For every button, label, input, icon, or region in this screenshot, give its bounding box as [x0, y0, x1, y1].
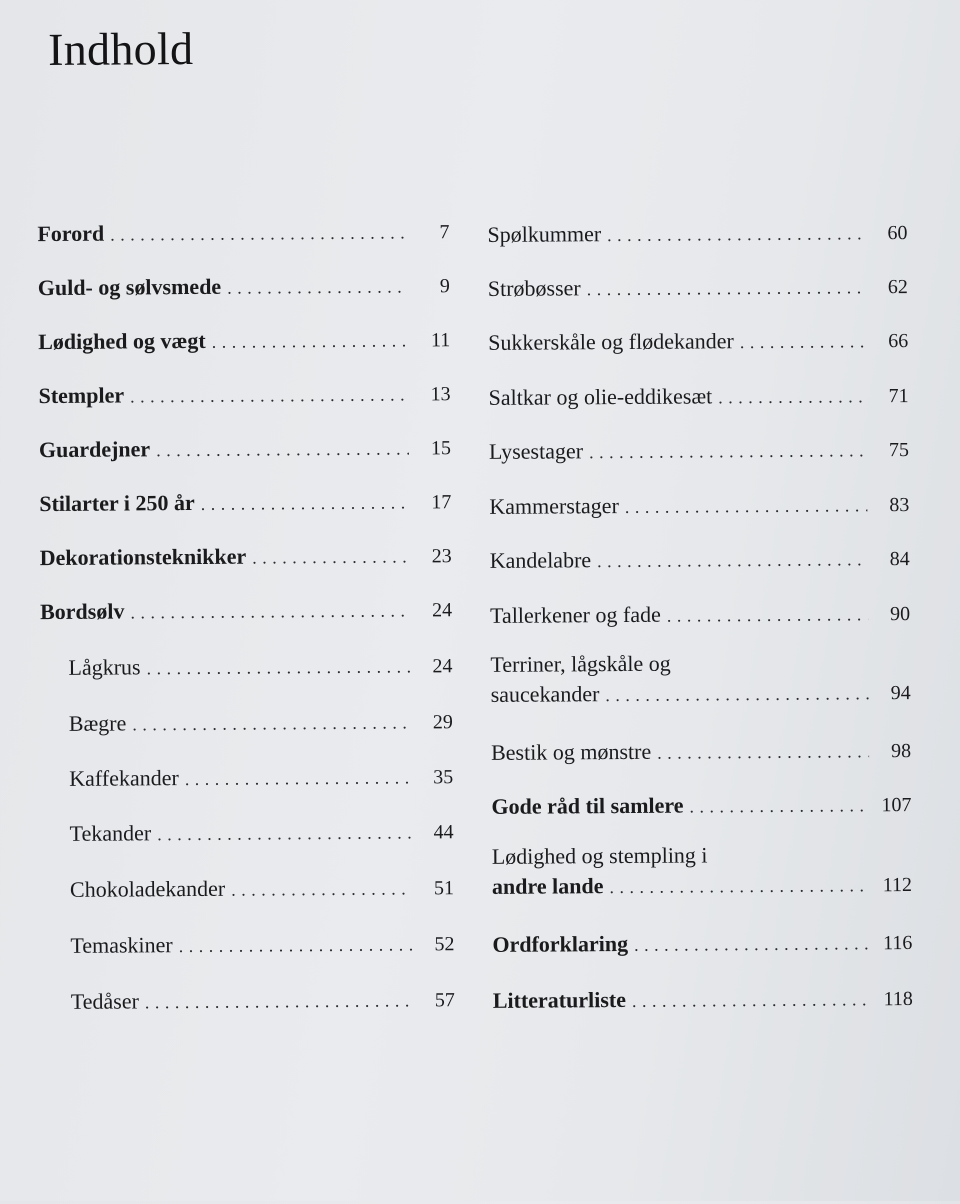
- toc-entry-label: Tallerkener og fade: [490, 601, 661, 628]
- dot-leader: [740, 326, 867, 357]
- toc-entry: [490, 543, 910, 577]
- toc-entry-label: Bordsølv: [39, 598, 125, 625]
- dot-leader: [252, 541, 410, 572]
- toc-entry-page: 51: [433, 877, 455, 900]
- toc-entry-line2: [491, 677, 911, 711]
- dot-leader: [634, 928, 869, 960]
- dot-leader: [146, 651, 410, 683]
- toc-entry: [40, 540, 452, 574]
- toc-entry: [493, 983, 913, 1017]
- dot-leader: [156, 433, 409, 465]
- toc-entry-label: Lysestager: [488, 438, 584, 464]
- dot-leader: [667, 599, 869, 630]
- toc-entry-label: Spølkummer: [487, 221, 602, 247]
- dot-leader: [110, 217, 407, 249]
- toc-entry-label: Forord: [37, 220, 105, 247]
- toc-entry-page: 66: [888, 330, 909, 353]
- toc-entry-page: 7: [439, 221, 450, 244]
- toc-entry-page: 107: [881, 793, 912, 817]
- toc-entry-label: Saltkar og olie-eddikesæt: [488, 383, 713, 410]
- dot-leader: [689, 790, 867, 821]
- toc-entry-label: Tedåser: [70, 988, 139, 1014]
- dot-leader: [201, 487, 410, 518]
- toc-entry-label: Kammerstager: [489, 493, 619, 519]
- toc-entry-page: 15: [430, 437, 452, 460]
- toc-entry-label: Tekander: [69, 820, 152, 846]
- dot-leader: [185, 762, 412, 794]
- dot-leader: [130, 379, 409, 411]
- toc-entry-label-line2: andre lande: [491, 873, 604, 899]
- toc-entry: [488, 325, 908, 359]
- toc-entry: [491, 735, 911, 769]
- toc-entry-label: Temaskiner: [70, 932, 173, 958]
- toc-entry-label: Litteraturliste: [492, 986, 627, 1013]
- toc-entry-label: Bægre: [68, 710, 127, 736]
- toc-entry-page: 84: [889, 547, 910, 571]
- dot-leader: [157, 817, 412, 849]
- toc-entry-label: Stempler: [38, 382, 125, 409]
- toc-entry: [39, 486, 451, 520]
- toc-entry-page: 71: [888, 385, 909, 408]
- toc-entry-label: Kaffekander: [69, 765, 179, 791]
- toc-subentry: [69, 706, 453, 740]
- toc-subentry: [70, 928, 454, 962]
- toc-entry-page: 29: [432, 711, 453, 734]
- toc-left-column: [37, 208, 455, 1014]
- dot-leader: [212, 325, 409, 356]
- toc-entry-page: 23: [431, 545, 452, 568]
- dot-leader: [607, 218, 866, 250]
- dot-leader: [625, 490, 868, 522]
- toc-entry-label: Sukkerskåle og flødekander: [488, 328, 734, 355]
- toc-entry-page: 75: [888, 439, 910, 462]
- toc-entry: [490, 647, 910, 711]
- toc-entry-page: 90: [890, 602, 911, 626]
- dot-leader: [179, 929, 413, 961]
- toc-entry-label: Dekorationsteknikker: [39, 543, 247, 571]
- toc-subentry: [70, 816, 454, 850]
- toc-subentry: [68, 650, 452, 684]
- toc-entry-page: 83: [889, 494, 910, 517]
- toc-entry: [488, 380, 908, 414]
- toc-entry: [38, 324, 450, 358]
- toc-entry: [39, 432, 451, 466]
- toc-entry-label: Lødighed og vægt: [38, 327, 206, 355]
- toc-entry-line2: [492, 869, 912, 903]
- dot-leader: [632, 984, 870, 1016]
- toc-entry-label: Lågkrus: [68, 654, 141, 680]
- toc-entry-label: Bestik og mønstre: [490, 738, 652, 765]
- toc-entry-label: Guld- og sølvsmede: [37, 273, 222, 301]
- toc-subentry: [69, 761, 453, 795]
- toc-entry-label: Stilarter i 250 år: [39, 489, 195, 517]
- toc-entry-page: 11: [430, 329, 451, 352]
- dot-leader: [718, 381, 867, 412]
- toc-entry-page: 44: [433, 821, 454, 844]
- toc-entry-page: 9: [439, 275, 450, 298]
- toc-entry-page: 35: [433, 766, 454, 789]
- toc-subentry: [71, 984, 455, 1018]
- toc-entry: [492, 839, 912, 903]
- toc-entry: [487, 217, 907, 251]
- toc-entry-page: 116: [883, 931, 913, 955]
- toc-entry: [40, 594, 452, 628]
- dot-leader: [231, 873, 412, 904]
- dot-leader: [605, 678, 868, 710]
- toc-entry: [490, 598, 910, 632]
- toc-entry-label: Kandelabre: [489, 547, 592, 573]
- toc-entry-page: 60: [887, 222, 908, 245]
- toc-entry: [492, 927, 912, 961]
- dot-leader: [130, 595, 410, 627]
- dot-leader: [609, 870, 868, 902]
- toc-entry-label: Guardejner: [38, 436, 151, 463]
- toc-entry-page: 24: [432, 655, 453, 678]
- dot-leader: [227, 271, 408, 302]
- toc-entry-page: 57: [434, 989, 455, 1012]
- toc-entry: [488, 271, 908, 305]
- toc-entry-page: 24: [431, 599, 453, 622]
- toc-entry-label: Ordforklaring: [492, 930, 629, 957]
- toc-right-column: [487, 205, 913, 1013]
- toc-entry-page: 13: [430, 383, 451, 406]
- dot-leader: [657, 736, 869, 767]
- dot-leader: [132, 707, 411, 739]
- toc-entry-page: 112: [882, 873, 913, 897]
- toc-entry-page: 98: [890, 739, 912, 763]
- toc-entry: [38, 378, 450, 412]
- toc-entry-page: 17: [431, 491, 452, 514]
- toc-entry-label: Gode råd til samlere: [491, 792, 684, 819]
- toc-entry-label: Chokoladekander: [69, 875, 226, 902]
- toc-entry: [38, 270, 450, 304]
- page-title: Indhold: [47, 22, 194, 76]
- dot-leader: [145, 985, 413, 1017]
- toc-entry-page: 94: [890, 681, 911, 705]
- toc-entry: [37, 216, 449, 250]
- toc-entry-page: 52: [434, 933, 455, 956]
- dot-leader: [597, 544, 868, 576]
- toc-entry-label-line2: saucekander: [490, 681, 600, 707]
- dot-leader: [589, 435, 867, 467]
- toc-entry-label-line1: Terriner, lågskåle og: [490, 650, 671, 677]
- toc-subentry: [70, 872, 454, 906]
- toc-entry: [489, 434, 909, 468]
- toc-entry-label: Strøbøsser: [487, 275, 581, 301]
- toc-entry-page: 118: [883, 987, 913, 1011]
- dot-leader: [587, 272, 866, 304]
- toc-entry-label-line1: Lødighed og stempling i: [491, 842, 708, 869]
- toc-entry-page: 62: [887, 276, 908, 299]
- toc-entry: [489, 489, 909, 523]
- toc-entry: [491, 789, 911, 823]
